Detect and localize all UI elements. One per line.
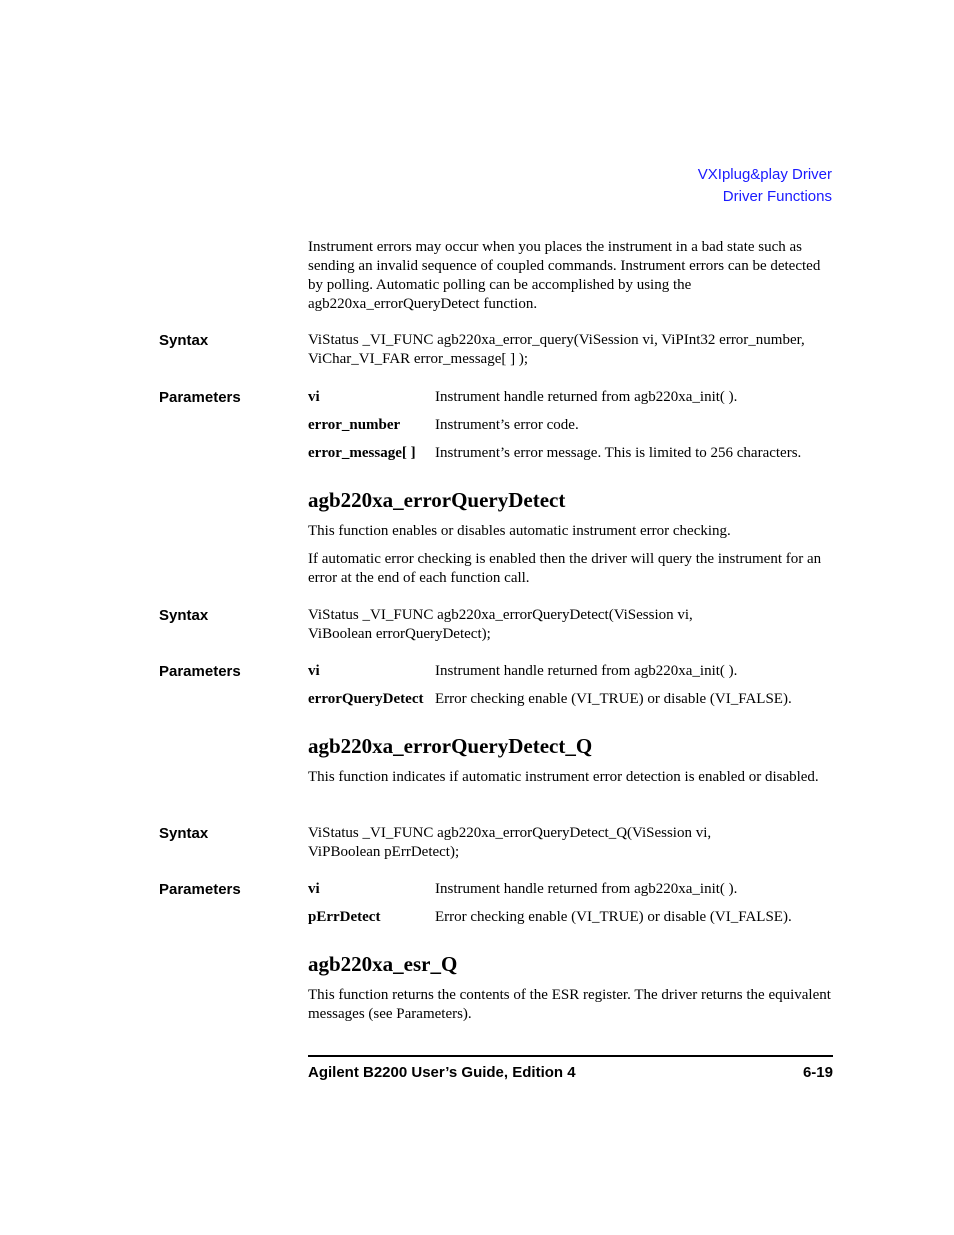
footer-title: Agilent B2200 User’s Guide, Edition 4 xyxy=(308,1064,576,1081)
param-desc: Instrument handle returned from agb220xa_init( ). xyxy=(435,663,738,679)
error-query-syntax xyxy=(308,331,834,369)
error-query-detect-q-syntax xyxy=(308,824,834,862)
footer-rule xyxy=(308,1055,833,1057)
error-query-detect-syntax xyxy=(308,606,834,644)
description: If automatic error checking is enabled then the driver will query the instrument for an error at the end of each function call. xyxy=(308,551,822,586)
parameters-label: Parameters xyxy=(159,663,241,680)
param-desc: Instrument’s error message. This is limited to 256 characters. xyxy=(435,445,802,461)
syntax-line: ViStatus _VI_FUNC agb220xa_errorQueryDetect(ViSession vi, xyxy=(308,607,693,623)
param-desc: Instrument handle returned from agb220xa_init( ). xyxy=(435,389,738,405)
param-name: error_number xyxy=(308,417,401,433)
header-chapter: VXIplug&play Driver xyxy=(697,166,832,183)
param-desc: Error checking enable (VI_TRUE) or disable (VI_FALSE). xyxy=(435,909,792,925)
syntax-label: Syntax xyxy=(159,607,209,624)
section-heading: agb220xa_esr_Q xyxy=(308,952,458,976)
section-heading: agb220xa_errorQueryDetect xyxy=(308,488,566,512)
param-name: vi xyxy=(308,881,320,897)
description: This function returns the contents of the ESR register. The driver returns the equivalent messages (see Parameters). xyxy=(308,987,831,1022)
syntax-label: Syntax xyxy=(159,332,209,349)
description: This function indicates if automatic instrument error detection is enabled or disabled. xyxy=(308,769,819,785)
running-header xyxy=(698,164,832,208)
syntax-line: ViStatus _VI_FUNC agb220xa_error_query(ViSession vi, ViPInt32 error_number, xyxy=(308,332,805,348)
header-section: Driver Functions xyxy=(722,188,832,205)
parameters-label: Parameters xyxy=(159,881,241,898)
intro-paragraph: Instrument errors may occur when you places the instrument in a bad state such as sending an invalid sequence of coupled commands. Instrument errors can be detected by polling. Automatic polling can be accomplished by using the agb220xa_errorQueryDetect function. xyxy=(308,239,821,312)
syntax-line: ViStatus _VI_FUNC agb220xa_errorQueryDetect_Q(ViSession vi, xyxy=(308,825,712,841)
param-name: pErrDetect xyxy=(308,909,381,925)
syntax-line: ViChar_VI_FAR error_message[ ] ); xyxy=(308,351,529,367)
param-desc: Instrument handle returned from agb220xa_init( ). xyxy=(435,881,738,897)
section-heading: agb220xa_errorQueryDetect_Q xyxy=(308,734,593,758)
syntax-label: Syntax xyxy=(159,825,209,842)
parameters-label: Parameters xyxy=(159,389,241,406)
page-number: 6-19 xyxy=(802,1064,833,1081)
description: This function enables or disables automatic instrument error checking. xyxy=(308,523,731,539)
param-name: errorQueryDetect xyxy=(308,691,424,707)
param-desc: Instrument’s error code. xyxy=(435,417,579,433)
param-name: vi xyxy=(308,663,320,679)
syntax-line: ViPBoolean pErrDetect); xyxy=(308,844,460,860)
param-name: vi xyxy=(308,389,320,405)
syntax-line: ViBoolean errorQueryDetect); xyxy=(308,626,491,642)
param-desc: Error checking enable (VI_TRUE) or disable (VI_FALSE). xyxy=(435,691,792,707)
param-name: error_message[ ] xyxy=(308,445,416,461)
